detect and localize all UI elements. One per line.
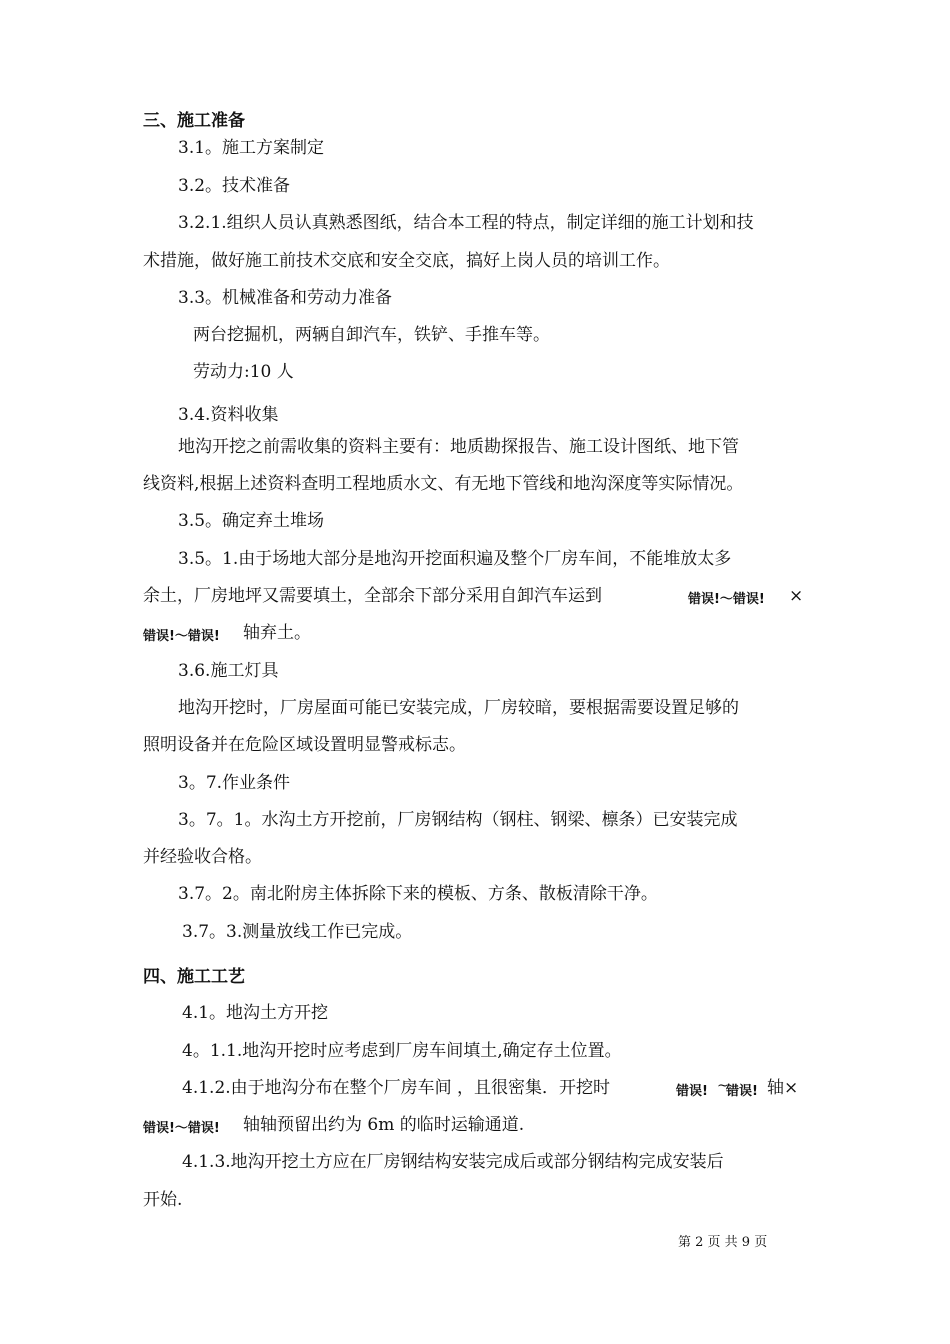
- error-ref: 错误!～错误!: [143, 629, 220, 644]
- item-3-2-1-line2: 术措施，做好施工前技术交底和安全交底，搞好上岗人员的培训工作。: [143, 251, 670, 271]
- item-3-2: 3.2。技术准备: [178, 176, 291, 196]
- item-3-4-line2: 线资料,根据上述资料查明工程地质水文、有无地下管线和地沟深度等实际情况。: [143, 474, 744, 494]
- section-3-heading: 三、施工准备: [143, 111, 245, 131]
- item-4-1-3-line1: 4.1.3.地沟开挖土方应在厂房钢结构安装完成后或部分钢结构完成安装后: [182, 1152, 724, 1172]
- item-4-1-3-line2: 开始.: [143, 1190, 183, 1210]
- item-3-7-2: 3.7。2。南北附房主体拆除下来的模板、方条、散板清除干净。: [178, 884, 658, 904]
- page-footer: 第 2 页 共 9 页: [678, 1235, 768, 1250]
- times-sign: ×: [789, 586, 804, 606]
- item-4-1-2-line1: 4.1.2.由于地沟分布在整个厂房车间 ，且很密集．开挖时: [182, 1078, 611, 1098]
- item-3-5-1-line1: 3.5。1.由于场地大部分是地沟开挖面积遍及整个厂房车间，不能堆放太多: [178, 549, 732, 569]
- item-3-4-line1: 地沟开挖之前需收集的资料主要有：地质勘探报告、施工设计图纸、地下管: [178, 437, 739, 457]
- machines-text: 两台挖掘机，两辆自卸汽车，铁铲、手推车等。: [193, 325, 550, 345]
- item-3-6-line1: 地沟开挖时，厂房屋面可能已安装完成，厂房较暗，要根据需要设置足够的: [178, 698, 739, 718]
- item-3-3: 3.3。机械准备和劳动力准备: [178, 288, 393, 308]
- item-3-7: 3。7.作业条件: [178, 773, 291, 793]
- item-3-1: 3.1。施工方案制定: [178, 138, 325, 158]
- item-3-2-1-line1: 3.2.1.组织人员认真熟悉图纸，结合本工程的特点，制定详细的施工计划和技: [178, 213, 754, 233]
- item-3-4: 3.4.资料收集: [178, 405, 279, 425]
- tilde-sign: ~: [717, 1078, 729, 1094]
- item-3-7-1-line2: 并经验收合格。: [143, 847, 262, 867]
- error-ref: 错误!: [726, 1084, 758, 1099]
- item-4-1-2-line2: 轴轴预留出约为 6m 的临时运输通道.: [243, 1115, 525, 1135]
- item-3-5: 3.5。确定弃土堆场: [178, 511, 325, 531]
- item-3-6: 3.6.施工灯具: [178, 661, 279, 681]
- axis-times: 轴×: [767, 1078, 799, 1098]
- item-3-5-1-line2: 余土，厂房地坪又需要填土，全部余下部分采用自卸汽车运到: [143, 586, 602, 606]
- item-3-7-3: 3.7。3.测量放线工作已完成。: [182, 922, 413, 942]
- item-3-7-1-line1: 3。7。1。水沟土方开挖前，厂房钢结构（钢柱、钢梁、檩条）已安装完成: [178, 810, 738, 830]
- item-4-1-1: 4。1.1.地沟开挖时应考虑到厂房车间填土,确定存土位置。: [182, 1041, 622, 1061]
- item-3-6-line2: 照明设备并在危险区域设置明显警戒标志。: [143, 735, 466, 755]
- item-3-5-1-line3: 轴弃土。: [243, 623, 311, 643]
- error-ref: 错误!: [676, 1084, 708, 1099]
- item-4-1: 4.1。地沟土方开挖: [182, 1003, 329, 1023]
- labor-text: 劳动力:10 人: [193, 362, 294, 382]
- error-ref: 错误!～错误!: [688, 592, 765, 607]
- error-ref: 错误!～错误!: [143, 1121, 220, 1136]
- section-4-heading: 四、施工工艺: [143, 967, 245, 987]
